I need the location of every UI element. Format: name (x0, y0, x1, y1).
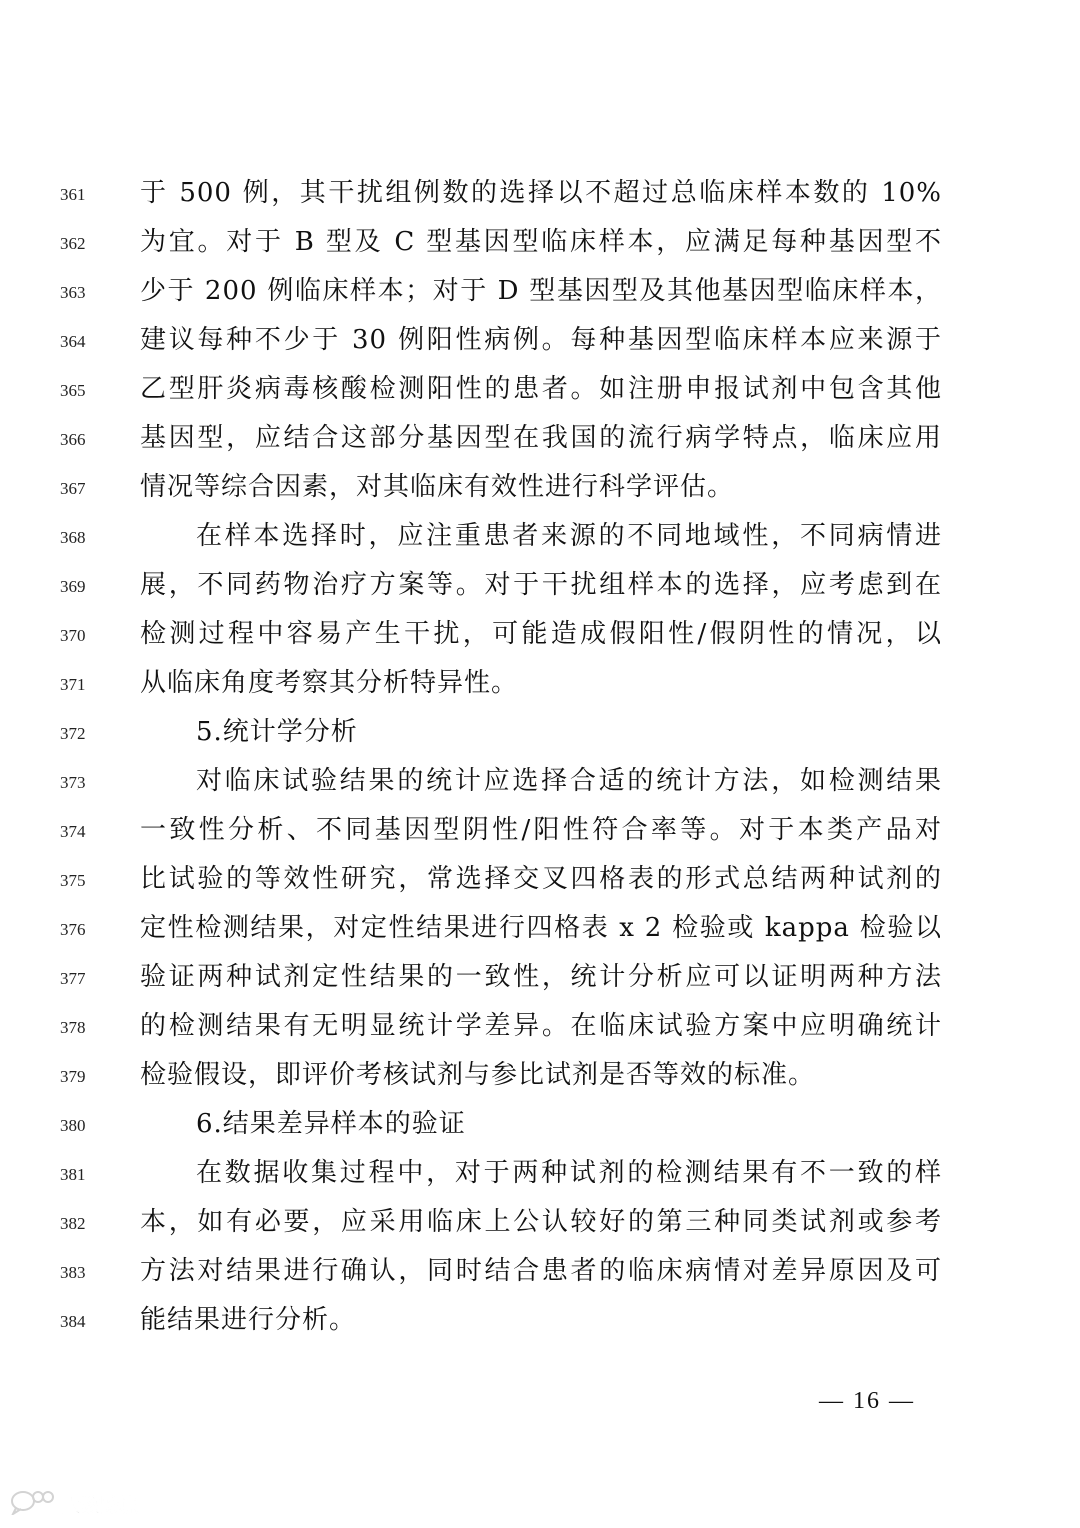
document-line (0, 465, 1080, 515)
line-text: 的检测结果有无明显统计学差异。在临床试验方案中应明确统计 (140, 1011, 942, 1041)
line-number: 380 (60, 1116, 86, 1135)
line-text: 建议每种不少于 30 例阳性病例。每种基因型临床样本应来源于 (140, 325, 942, 355)
document-line (0, 857, 1080, 907)
page-number: — 16 — (819, 1388, 915, 1414)
line-number: 370 (60, 626, 86, 645)
line-number: 367 (60, 479, 86, 498)
line-number: 369 (60, 577, 86, 596)
section-heading-line (0, 1102, 1080, 1152)
line-number: 384 (60, 1312, 86, 1331)
document-line (0, 416, 1080, 466)
line-text: 情况等综合因素，对其临床有效性进行科学评估。 (140, 472, 735, 502)
line-number: 371 (60, 675, 86, 694)
section-heading-line (0, 710, 1080, 760)
document-line (0, 171, 1080, 221)
document-line (0, 1200, 1080, 1250)
line-number: 365 (60, 381, 86, 400)
line-number: 374 (60, 822, 86, 841)
line-text: 从临床角度考察其分析特异性。 (140, 668, 519, 698)
document-line (0, 1004, 1080, 1054)
line-text: 方法对结果进行确认，同时结合患者的临床病情对差异原因及可 (140, 1256, 942, 1286)
line-number: 368 (60, 528, 86, 547)
document-line (0, 1298, 1080, 1348)
document-line (0, 1151, 1080, 1201)
line-number: 377 (60, 969, 86, 988)
line-number: 373 (60, 773, 86, 792)
document-line (0, 808, 1080, 858)
watermark (10, 1490, 138, 1518)
document-line (0, 612, 1080, 662)
document-line (0, 759, 1080, 809)
section-heading: 6.结果差异样本的验证 (196, 1109, 466, 1139)
document-line (0, 514, 1080, 564)
line-number: 379 (60, 1067, 86, 1086)
document-line (0, 1053, 1080, 1103)
document-line (0, 318, 1080, 368)
line-text: 在数据收集过程中，对于两种试剂的检测结果有不一致的样 (196, 1158, 942, 1188)
section-heading: 5.统计学分析 (196, 717, 358, 747)
speech-bubble-logo-icon (10, 1489, 56, 1519)
line-number: 378 (60, 1018, 86, 1037)
line-number: 383 (60, 1263, 86, 1282)
document-line (0, 367, 1080, 417)
watermark-text: 大数跨境 (62, 1494, 139, 1517)
line-number: 375 (60, 871, 86, 890)
line-number: 366 (60, 430, 86, 449)
document-line (0, 1249, 1080, 1299)
line-text: 为宜。对于 B 型及 C 型基因型临床样本，应满足每种基因型不 (140, 227, 942, 257)
line-text: 检测过程中容易产生干扰，可能造成假阳性/假阴性的情况，以 (140, 619, 942, 649)
line-number: 376 (60, 920, 86, 939)
line-text: 定性检测结果，对定性结果进行四格表 x 2 检验或 kappa 检验以 (140, 913, 942, 943)
line-number: 372 (60, 724, 86, 743)
document-line (0, 269, 1080, 319)
document-line (0, 220, 1080, 270)
document-line (0, 955, 1080, 1005)
line-text: 能结果进行分析。 (140, 1305, 357, 1335)
document-line (0, 563, 1080, 613)
line-text: 基因型，应结合这部分基因型在我国的流行病学特点，临床应用 (140, 423, 942, 453)
line-text: 检验假设，即评价考核试剂与参比试剂是否等效的标准。 (140, 1060, 816, 1090)
line-number: 381 (60, 1165, 86, 1184)
line-text: 少于 200 例临床样本；对于 D 型基因型及其他基因型临床样本， (140, 276, 942, 306)
line-text: 验证两种试剂定性结果的一致性，统计分析应可以证明两种方法 (140, 962, 942, 992)
document-line (0, 906, 1080, 956)
line-text: 一致性分析、不同基因型阴性/阳性符合率等。对于本类产品对 (140, 815, 942, 845)
line-text: 在样本选择时，应注重患者来源的不同地域性，不同病情进 (196, 521, 942, 551)
line-text: 本，如有必要，应采用临床上公认较好的第三种同类试剂或参考 (140, 1207, 942, 1237)
line-text: 对临床试验结果的统计应选择合适的统计方法，如检测结果 (196, 766, 942, 796)
line-text: 乙型肝炎病毒核酸检测阳性的患者。如注册申报试剂中包含其他 (140, 374, 942, 404)
line-number: 362 (60, 234, 86, 253)
line-number: 363 (60, 283, 86, 302)
line-text: 展，不同药物治疗方案等。对于干扰组样本的选择，应考虑到在 (140, 570, 942, 600)
document-line (0, 661, 1080, 711)
line-number: 361 (60, 185, 86, 204)
line-number: 382 (60, 1214, 86, 1233)
line-text: 比试验的等效性研究，常选择交叉四格表的形式总结两种试剂的 (140, 864, 942, 894)
line-text: 于 500 例，其干扰组例数的选择以不超过总临床样本数的 10% (140, 178, 942, 208)
line-number: 364 (60, 332, 86, 351)
